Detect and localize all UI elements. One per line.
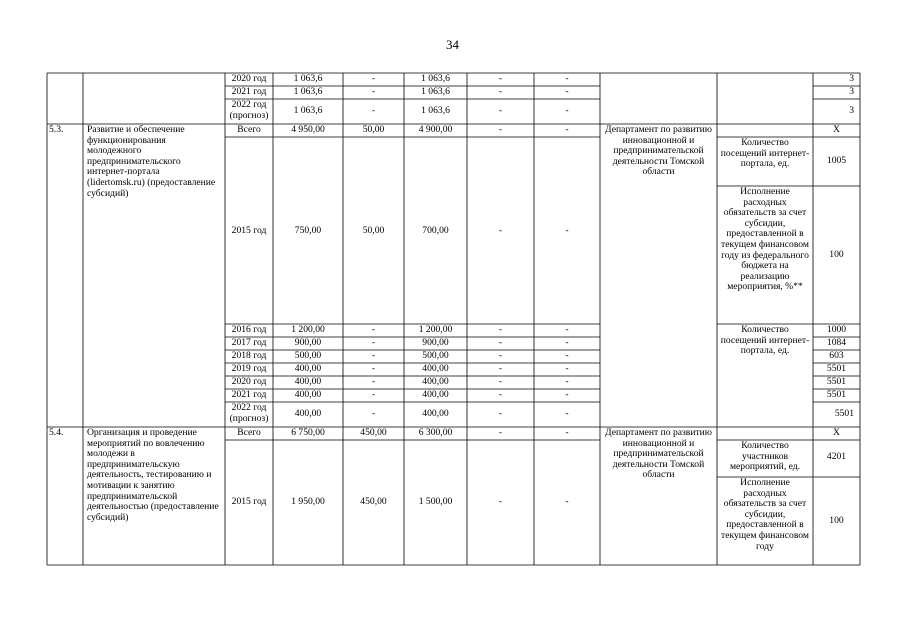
federal-cell: - <box>371 376 376 387</box>
indicator-value: 100 <box>829 249 844 260</box>
year-cell: 2016 год <box>231 324 267 335</box>
local-cell: - <box>498 124 503 135</box>
total-cell: 1 950,00 <box>291 496 325 507</box>
federal-cell: - <box>371 105 376 116</box>
item-title: Развитие и обеспечение функционирования молодежного предпринимательского интернет-портала (lidertomsk.ru) (предоставление субсидий) <box>87 124 216 199</box>
indicator-value: 1084 <box>826 337 847 348</box>
indicator-name: Исполнение расходных обязательств за счет субсидии, предоставленной в текущем финансовом году <box>721 477 809 552</box>
external-cell: - <box>565 105 569 116</box>
federal-cell: - <box>371 337 376 348</box>
indicator-value: 5501 <box>826 363 847 374</box>
federal-cell: - <box>371 389 376 400</box>
federal-cell: 450,00 <box>360 427 387 438</box>
external-cell: - <box>565 427 569 438</box>
year-cell: 2015 год <box>231 496 267 507</box>
year-cell: Всего <box>237 124 261 135</box>
indicator-name: Количество участников мероприятий, ед. <box>729 440 801 473</box>
federal-cell: 450,00 <box>360 496 387 507</box>
regional-cell: 500,00 <box>422 350 449 361</box>
regional-cell: 1 063,6 <box>421 73 450 84</box>
total-cell: 400,00 <box>294 363 322 374</box>
regional-cell: 1 500,00 <box>418 496 453 507</box>
indicator-value: 603 <box>829 350 844 361</box>
local-cell: - <box>498 337 503 348</box>
year-cell: 2018 год <box>231 350 267 361</box>
total-cell: 400,00 <box>294 389 322 400</box>
total-cell: 750,00 <box>294 225 322 236</box>
local-cell: - <box>498 427 503 438</box>
indicator-name: Количество посещений интернет-портала, ед. <box>720 137 810 170</box>
local-cell: - <box>498 73 503 84</box>
year-cell: 2015 год <box>231 225 267 236</box>
local-cell: - <box>498 408 503 419</box>
federal-cell: 50,00 <box>362 124 385 135</box>
year-cell: 2021 год <box>231 389 267 400</box>
total-cell: 1 063,6 <box>293 73 323 84</box>
local-cell: - <box>498 376 503 387</box>
external-cell: - <box>565 225 569 236</box>
regional-cell: 400,00 <box>422 389 449 400</box>
total-cell: 400,00 <box>294 376 322 387</box>
external-cell: - <box>565 86 569 97</box>
executor: Департамент по развитию инновационной и предпринимательской деятельности Томской области <box>605 427 712 481</box>
external-cell: - <box>565 73 569 84</box>
total-cell: 500,00 <box>294 350 322 361</box>
indicator-value: 100 <box>829 515 844 526</box>
total-cell: 400,00 <box>294 408 322 419</box>
year-cell: 2020 год <box>231 73 267 84</box>
indicator-value: 1000 <box>826 324 847 335</box>
regional-cell: 900,00 <box>422 337 449 348</box>
page-number: 34 <box>446 37 459 52</box>
total-cell: 1 200,00 <box>291 324 325 335</box>
regional-cell: 4 900,00 <box>418 124 453 135</box>
indicator-name: Исполнение расходных обязательств за счет субсидии, предоставленной в текущем финансовом году из федерального бюджета на реализацию мероприятия, %** <box>721 186 809 293</box>
indicator-name: Количество посещений интернет-портала, ед. <box>720 324 810 357</box>
external-cell: - <box>565 389 569 400</box>
regional-cell: 400,00 <box>422 376 449 387</box>
indicator-value: 1005 <box>826 155 847 166</box>
indicator-value: Х <box>833 427 840 438</box>
external-cell: - <box>565 363 569 374</box>
local-cell: - <box>498 324 503 335</box>
local-cell: - <box>498 86 503 97</box>
executor: Департамент по развитию инновационной и предпринимательской деятельности Томской области <box>605 124 712 178</box>
external-cell: - <box>565 337 569 348</box>
year-cell: 2022 год (прогноз) <box>229 402 269 424</box>
year-cell: 2022 год (прогноз) <box>229 99 269 121</box>
local-cell: - <box>498 105 503 116</box>
external-cell: - <box>565 124 569 135</box>
year-cell: 2019 год <box>231 363 267 374</box>
indicator-value: 3 <box>849 73 854 84</box>
indicator-value: 5501 <box>826 376 847 387</box>
external-cell: - <box>565 350 569 361</box>
local-cell: - <box>498 496 503 507</box>
total-cell: 6 750,00 <box>291 427 325 438</box>
item-number: 5.3. <box>49 124 64 135</box>
item-number: 5.4. <box>49 427 64 438</box>
indicator-value: 3 <box>849 86 854 97</box>
local-cell: - <box>498 225 503 236</box>
item-title: Организация и проведение мероприятий по вовлечению молодежи в предпринимательскую деятельность, тестированию и мотивации к занятию предпринимательской деятельностью (предоставление субсидий) <box>87 427 219 523</box>
external-cell: - <box>565 496 569 507</box>
local-cell: - <box>498 389 503 400</box>
regional-cell: 700,00 <box>422 225 449 236</box>
federal-cell: - <box>371 86 376 97</box>
federal-cell: - <box>371 73 376 84</box>
indicator-value: 5501 <box>834 408 854 419</box>
external-cell: - <box>565 376 569 387</box>
total-cell: 1 063,6 <box>293 105 323 116</box>
year-cell: 2020 год <box>231 376 267 387</box>
federal-cell: - <box>371 408 376 419</box>
total-cell: 900,00 <box>294 337 322 348</box>
indicator-value: 5501 <box>826 389 847 400</box>
year-cell: Всего <box>237 427 261 438</box>
regional-cell: 400,00 <box>422 363 449 374</box>
external-cell: - <box>565 324 569 335</box>
year-cell: 2021 год <box>231 86 267 97</box>
federal-cell: - <box>371 324 376 335</box>
regional-cell: 6 300,00 <box>418 427 453 438</box>
year-cell: 2017 год <box>231 337 267 348</box>
indicator-value: 4201 <box>826 451 847 462</box>
federal-cell: 50,00 <box>362 225 385 236</box>
indicator-value: Х <box>833 124 840 135</box>
indicator-value: 3 <box>849 105 854 116</box>
local-cell: - <box>498 350 503 361</box>
regional-cell: 1 063,6 <box>421 105 450 116</box>
regional-cell: 400,00 <box>422 408 449 419</box>
regional-cell: 1 200,00 <box>418 324 453 335</box>
federal-cell: - <box>371 350 376 361</box>
local-cell: - <box>498 363 503 374</box>
total-cell: 4 950,00 <box>291 124 325 135</box>
total-cell: 1 063,6 <box>293 86 323 97</box>
external-cell: - <box>565 408 569 419</box>
regional-cell: 1 063,6 <box>421 86 450 97</box>
federal-cell: - <box>371 363 376 374</box>
